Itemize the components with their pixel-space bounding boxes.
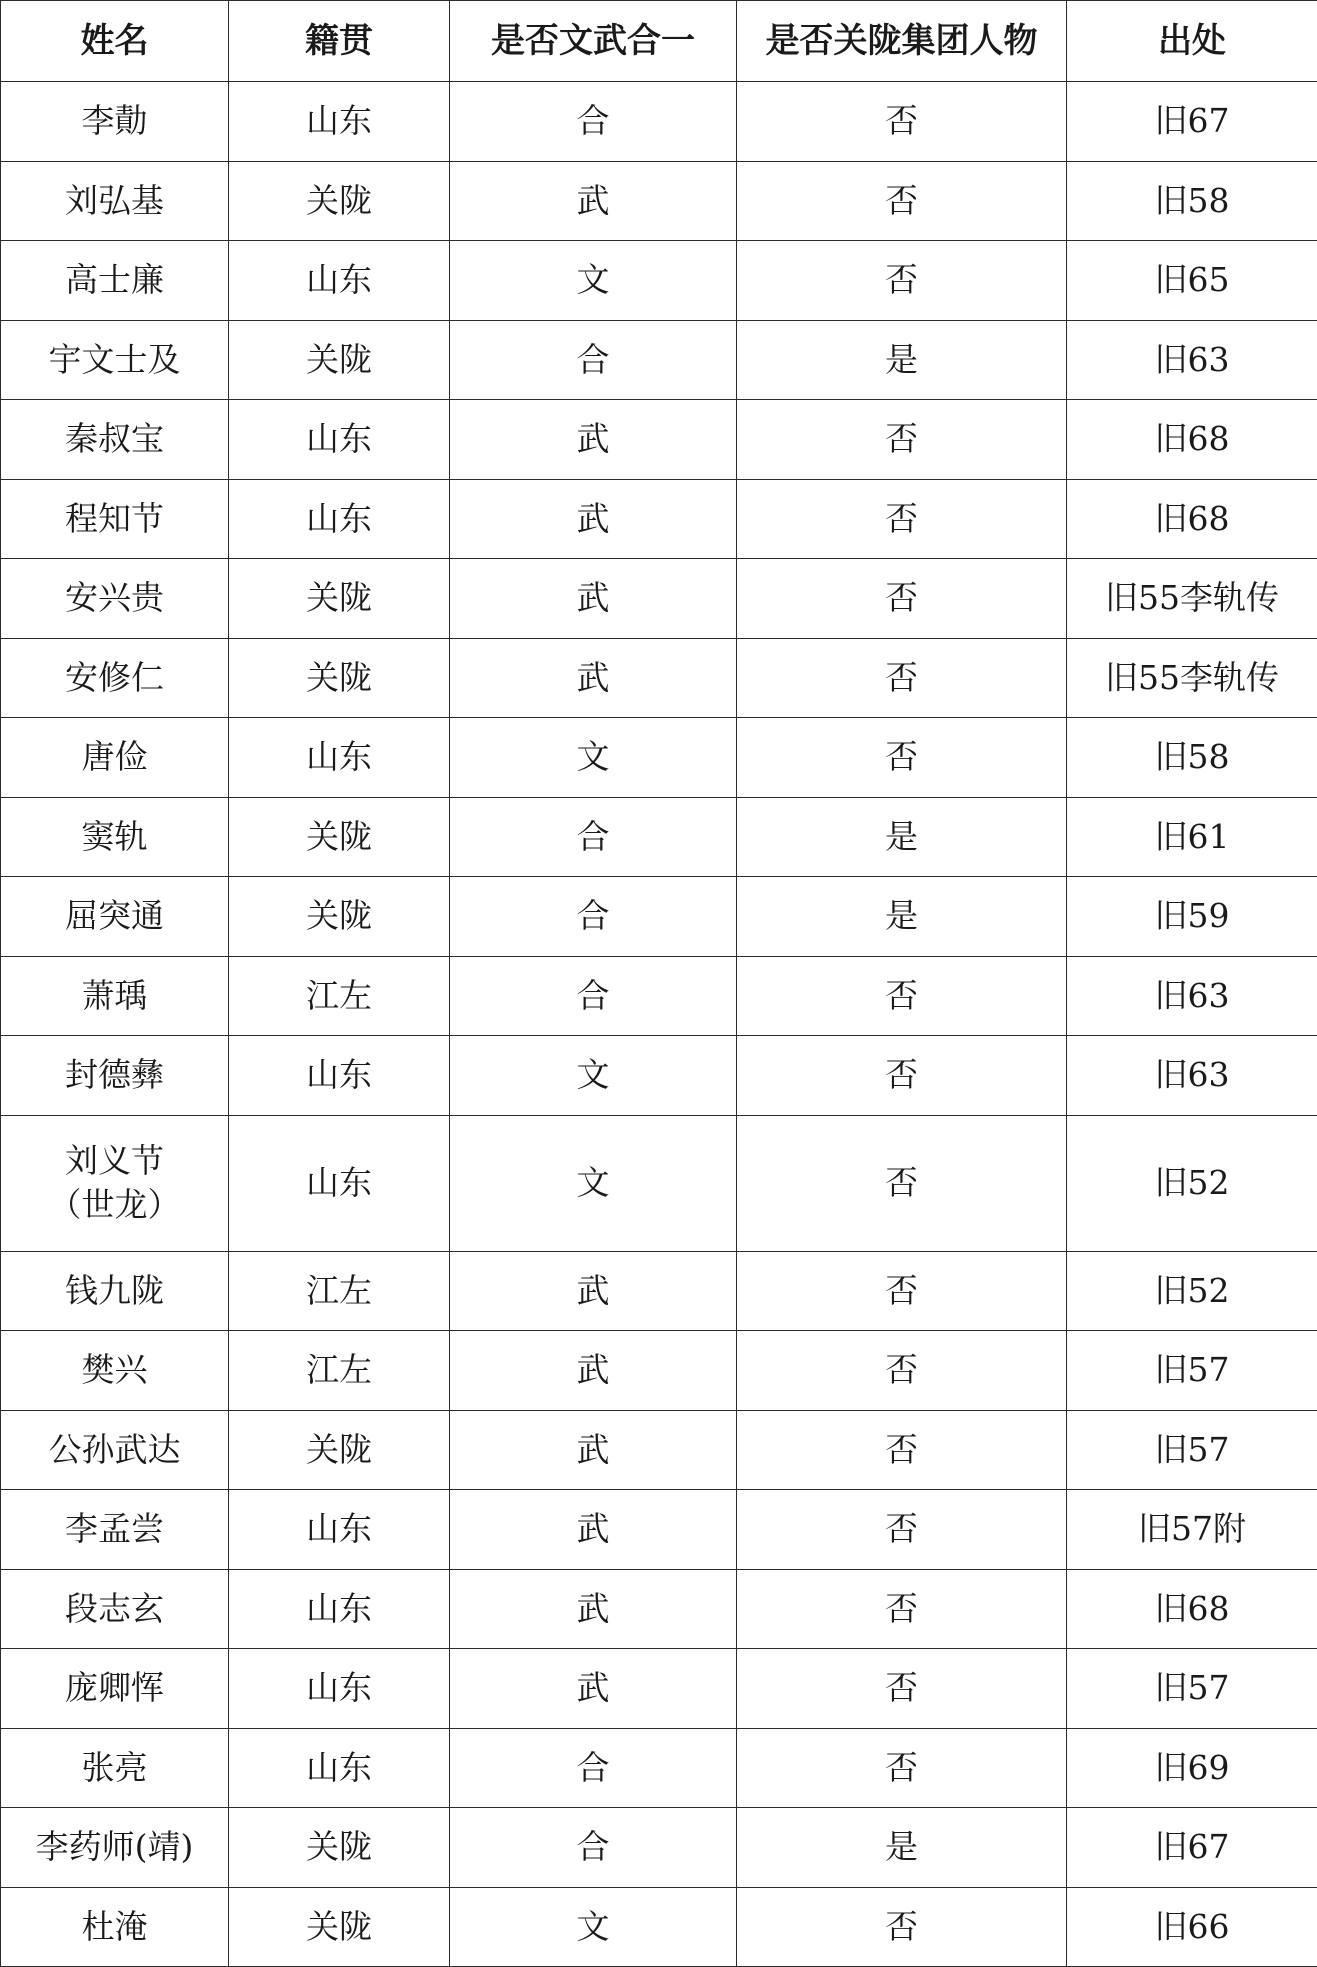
cell-type: 武 [450,638,737,718]
cell-type: 武 [450,1251,737,1331]
cell-name: 李药师(靖) [1,1808,229,1888]
cell-type: 合 [450,877,737,957]
table-row [1,1331,1317,1411]
table-row [1,241,1317,321]
table-row [1,400,1317,480]
cell-source: 旧57 [1067,1410,1317,1490]
cell-guanlong: 否 [737,479,1067,559]
table-body [1,82,1317,1967]
cell-origin: 关陇 [229,161,450,241]
cell-origin: 关陇 [229,1887,450,1967]
cell-type: 合 [450,1728,737,1808]
table-row [1,320,1317,400]
cell-guanlong: 否 [737,1115,1067,1251]
cell-type: 武 [450,1490,737,1570]
cell-source: 旧57附 [1067,1490,1317,1570]
header-civil-military: 是否文武合一 [450,1,737,82]
cell-source: 旧52 [1067,1115,1317,1251]
table-row [1,1649,1317,1729]
cell-name: 宇文士及 [1,320,229,400]
cell-origin: 山东 [229,1036,450,1116]
cell-name: 刘弘基 [1,161,229,241]
cell-origin: 山东 [229,82,450,162]
cell-type: 武 [450,400,737,480]
cell-name: 程知节 [1,479,229,559]
cell-source: 旧67 [1067,82,1317,162]
cell-name-alias: （世龙） [49,1183,181,1227]
cell-guanlong: 否 [737,1251,1067,1331]
cell-type: 武 [450,161,737,241]
cell-origin: 山东 [229,1728,450,1808]
cell-guanlong: 否 [737,638,1067,718]
cell-guanlong: 否 [737,1569,1067,1649]
table-row [1,559,1317,639]
cell-name: 秦叔宝 [1,400,229,480]
cell-name: 李勣 [1,82,229,162]
cell-origin: 江左 [229,956,450,1036]
cell-origin: 关陇 [229,1808,450,1888]
cell-type: 合 [450,82,737,162]
cell-origin: 关陇 [229,797,450,877]
cell-type: 武 [450,479,737,559]
cell-source: 旧57 [1067,1649,1317,1729]
table-row [1,1115,1317,1251]
table-row [1,718,1317,798]
cell-type: 武 [450,1649,737,1729]
table-row [1,1251,1317,1331]
cell-name: 安兴贵 [1,559,229,639]
cell-name [1,1115,229,1251]
cell-type: 文 [450,1887,737,1967]
cell-name: 公孙武达 [1,1410,229,1490]
cell-guanlong: 否 [737,82,1067,162]
cell-type: 武 [450,1331,737,1411]
table-row [1,1808,1317,1888]
cell-type: 合 [450,320,737,400]
table-row [1,1490,1317,1570]
cell-name: 庞卿恽 [1,1649,229,1729]
cell-type: 文 [450,1115,737,1251]
cell-type: 武 [450,559,737,639]
cell-origin: 山东 [229,718,450,798]
cell-source: 旧59 [1067,877,1317,957]
cell-origin: 山东 [229,400,450,480]
cell-source: 旧58 [1067,161,1317,241]
cell-type: 文 [450,718,737,798]
cell-guanlong: 否 [737,1887,1067,1967]
cell-name: 张亮 [1,1728,229,1808]
cell-origin: 山东 [229,1115,450,1251]
cell-source: 旧67 [1067,1808,1317,1888]
cell-origin: 关陇 [229,877,450,957]
header-source: 出处 [1067,1,1317,82]
cell-source: 旧55李轨传 [1067,638,1317,718]
cell-name: 樊兴 [1,1331,229,1411]
cell-source: 旧58 [1067,718,1317,798]
cell-name: 李孟尝 [1,1490,229,1570]
header-name: 姓名 [1,1,229,82]
table-row [1,1410,1317,1490]
cell-origin: 山东 [229,479,450,559]
cell-name-primary: 刘义节 [65,1139,164,1183]
table-header [1,1,1317,82]
cell-name: 窦轨 [1,797,229,877]
cell-guanlong: 否 [737,559,1067,639]
table-row [1,479,1317,559]
cell-guanlong: 否 [737,718,1067,798]
cell-guanlong: 是 [737,797,1067,877]
cell-type: 武 [450,1569,737,1649]
cell-name: 段志玄 [1,1569,229,1649]
cell-source: 旧68 [1067,400,1317,480]
cell-origin: 江左 [229,1331,450,1411]
cell-source: 旧57 [1067,1331,1317,1411]
cell-guanlong: 是 [737,877,1067,957]
cell-source: 旧63 [1067,320,1317,400]
cell-type: 武 [450,1410,737,1490]
cell-origin: 关陇 [229,320,450,400]
cell-type: 文 [450,241,737,321]
cell-guanlong: 否 [737,1728,1067,1808]
table-row [1,638,1317,718]
cell-guanlong: 否 [737,1649,1067,1729]
cell-name: 钱九陇 [1,1251,229,1331]
cell-source: 旧69 [1067,1728,1317,1808]
cell-type: 合 [450,797,737,877]
cell-type: 合 [450,956,737,1036]
cell-source: 旧63 [1067,956,1317,1036]
header-row [1,1,1317,82]
cell-guanlong: 否 [737,1410,1067,1490]
cell-origin: 关陇 [229,559,450,639]
cell-source: 旧68 [1067,479,1317,559]
cell-source: 旧61 [1067,797,1317,877]
cell-origin: 山东 [229,1649,450,1729]
table-row [1,1887,1317,1967]
cell-guanlong: 否 [737,1036,1067,1116]
cell-name: 封德彝 [1,1036,229,1116]
cell-source: 旧63 [1067,1036,1317,1116]
table-row [1,82,1317,162]
table-row [1,1036,1317,1116]
header-origin: 籍贯 [229,1,450,82]
cell-guanlong: 否 [737,1490,1067,1570]
cell-guanlong: 否 [737,956,1067,1036]
cell-type: 文 [450,1036,737,1116]
cell-origin: 江左 [229,1251,450,1331]
cell-name: 杜淹 [1,1887,229,1967]
cell-origin: 山东 [229,1490,450,1570]
cell-source: 旧52 [1067,1251,1317,1331]
cell-origin: 山东 [229,241,450,321]
cell-guanlong: 否 [737,400,1067,480]
cell-origin: 关陇 [229,1410,450,1490]
cell-type: 合 [450,1808,737,1888]
cell-guanlong: 否 [737,241,1067,321]
cell-guanlong: 是 [737,320,1067,400]
table-row [1,1728,1317,1808]
table-row [1,1569,1317,1649]
cell-name: 屈突通 [1,877,229,957]
cell-name: 唐俭 [1,718,229,798]
table-row [1,797,1317,877]
cell-guanlong: 否 [737,1331,1067,1411]
cell-name: 萧瑀 [1,956,229,1036]
cell-guanlong: 是 [737,1808,1067,1888]
cell-origin: 关陇 [229,638,450,718]
cell-name: 高士廉 [1,241,229,321]
cell-source: 旧66 [1067,1887,1317,1967]
cell-source: 旧55李轨传 [1067,559,1317,639]
table-row [1,161,1317,241]
cell-source: 旧65 [1067,241,1317,321]
table-row [1,956,1317,1036]
header-guanlong-group: 是否关陇集团人物 [737,1,1067,82]
cell-source: 旧68 [1067,1569,1317,1649]
cell-origin: 山东 [229,1569,450,1649]
cell-name: 安修仁 [1,638,229,718]
cell-guanlong: 否 [737,161,1067,241]
table-row [1,877,1317,957]
